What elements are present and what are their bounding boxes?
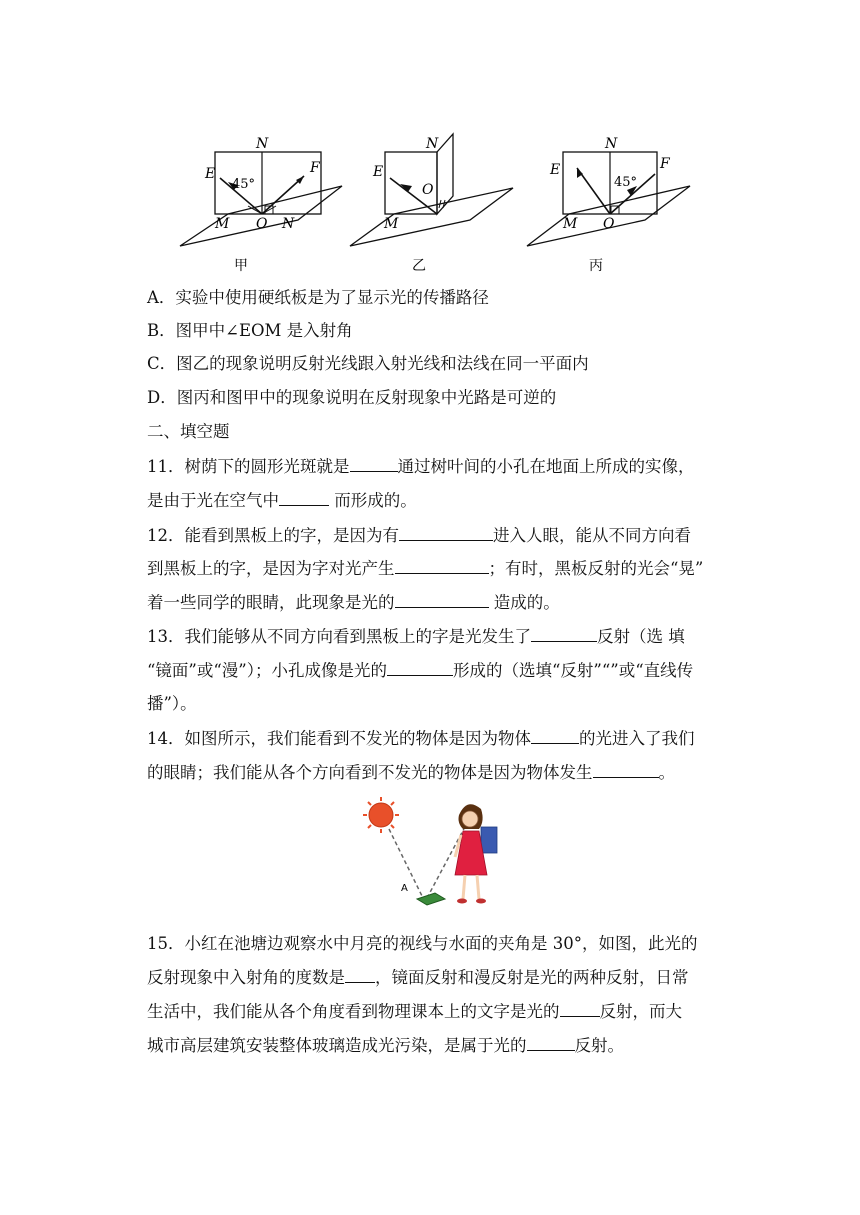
- label-a: A: [401, 883, 408, 894]
- text: 反射（选 填: [597, 627, 685, 646]
- text: 着一些同学的眼睛，此现象是光的: [147, 593, 395, 612]
- text: 14．如图所示，我们能看到不发光的物体是因为物体: [147, 729, 531, 748]
- option-d: D．图丙和图甲中的现象说明在反射现象中光路是可逆的: [147, 388, 557, 407]
- answer-blank[interactable]: [345, 968, 375, 983]
- text: 而形成的。: [329, 491, 417, 510]
- answer-blank[interactable]: [350, 457, 398, 472]
- figure-bing: [525, 128, 700, 278]
- answer-blank[interactable]: [279, 491, 329, 506]
- answer-blank[interactable]: [527, 1036, 575, 1051]
- label-n2: N: [282, 216, 295, 232]
- text: 12．能看到黑板上的字，是因为有: [147, 526, 399, 545]
- text: 到黑板上的字，是因为字对光产生: [147, 559, 395, 578]
- section-title: 二、填空题: [147, 422, 230, 441]
- label-m: M: [215, 216, 230, 232]
- caption-bing: 丙: [589, 258, 603, 274]
- text: 的光进入了我们: [579, 729, 695, 748]
- angle-label: 45°: [232, 177, 256, 192]
- answer-blank[interactable]: [531, 627, 597, 642]
- text: 11．树荫下的圆形光斑就是: [147, 457, 350, 476]
- label-f: F: [310, 160, 320, 176]
- answer-blank[interactable]: [399, 526, 493, 541]
- figure-yi: [348, 128, 523, 278]
- option-a: A．实验中使用硬纸板是为了显示光的传播路径: [147, 288, 489, 307]
- q12-line1: [147, 526, 727, 546]
- label-n: N: [605, 136, 618, 152]
- text: “镜面”或“漫”）；小孔成像是光的: [147, 661, 387, 680]
- text: 进入人眼，能从不同方向看: [493, 526, 691, 545]
- angle-label: 45°: [614, 175, 638, 190]
- answer-blank[interactable]: [395, 559, 489, 574]
- label-o: O: [603, 216, 615, 232]
- label-n: N: [426, 136, 439, 152]
- text: 城市高层建筑安装整体玻璃造成光污染，是属于光的: [147, 1036, 527, 1055]
- text: 形成的（选填“反射”“”或“直线传: [453, 661, 694, 680]
- text: 生活中，我们能从各个角度看到物理课本上的文字是光的: [147, 1002, 560, 1021]
- q13-line1: [147, 627, 727, 647]
- label-m: M: [563, 216, 578, 232]
- answer-blank[interactable]: [593, 763, 659, 778]
- label-e: E: [550, 162, 561, 178]
- text: 反射现象中入射角的度数是: [147, 968, 345, 987]
- text: 的眼睛；我们能从各个方向看到不发光的物体是因为物体发生: [147, 763, 593, 782]
- option-b: B．图甲中∠EOM 是入射角: [147, 321, 353, 340]
- text: 通过树叶间的小孔在地面上所成的实像，: [397, 457, 695, 476]
- girl-sun-book-figure: [355, 795, 525, 915]
- text: 。: [658, 763, 675, 782]
- q12-line2: [147, 559, 727, 579]
- answer-blank[interactable]: [395, 593, 489, 608]
- q12-line3: [147, 593, 727, 613]
- girl-illustration: [355, 795, 525, 915]
- label-o: O: [256, 216, 268, 232]
- label-f: F: [660, 156, 670, 172]
- q13-line3: 播”）。: [147, 694, 197, 713]
- q11-line1: [147, 457, 727, 477]
- label-e: E: [373, 164, 384, 180]
- text: 是由于光在空气中: [147, 491, 279, 510]
- option-c: C．图乙的现象说明反射光线跟入射光线和法线在同一平面内: [147, 354, 589, 373]
- text: ，镜面反射和漫反射是光的两种反射，日常: [375, 968, 689, 987]
- q14-line1: [147, 729, 727, 749]
- girl-icon: [455, 804, 497, 903]
- answer-blank[interactable]: [560, 1002, 600, 1017]
- text: 反射，而大: [599, 1002, 682, 1021]
- q11-line2: [147, 491, 727, 511]
- answer-blank[interactable]: [531, 729, 579, 744]
- sun-icon: [363, 797, 399, 833]
- caption-yi: 乙: [412, 258, 426, 274]
- text: 反射。: [574, 1036, 624, 1055]
- q15-line1: 15．小红在池塘边观察水中月亮的视线与水面的夹角是 30°，如图，此光的: [147, 934, 698, 953]
- q15-line2: [147, 968, 727, 988]
- reflection-experiment-figure: [170, 128, 710, 278]
- q15-line3: [147, 1002, 727, 1022]
- text: ；有时，黑板反射的光会“晃”: [488, 559, 704, 578]
- label-n: N: [256, 136, 269, 152]
- label-m: M: [384, 216, 399, 232]
- caption-jia: 甲: [234, 258, 248, 274]
- label-e: E: [205, 166, 216, 182]
- q13-line2: [147, 661, 727, 681]
- answer-blank[interactable]: [387, 661, 453, 676]
- q14-line2: [147, 763, 727, 783]
- figure-jia: [170, 128, 345, 278]
- text: 造成的。: [488, 593, 560, 612]
- q15-line4: [147, 1036, 727, 1056]
- label-o: O: [422, 182, 434, 198]
- text: 13．我们能够从不同方向看到黑板上的字是光发生了: [147, 627, 531, 646]
